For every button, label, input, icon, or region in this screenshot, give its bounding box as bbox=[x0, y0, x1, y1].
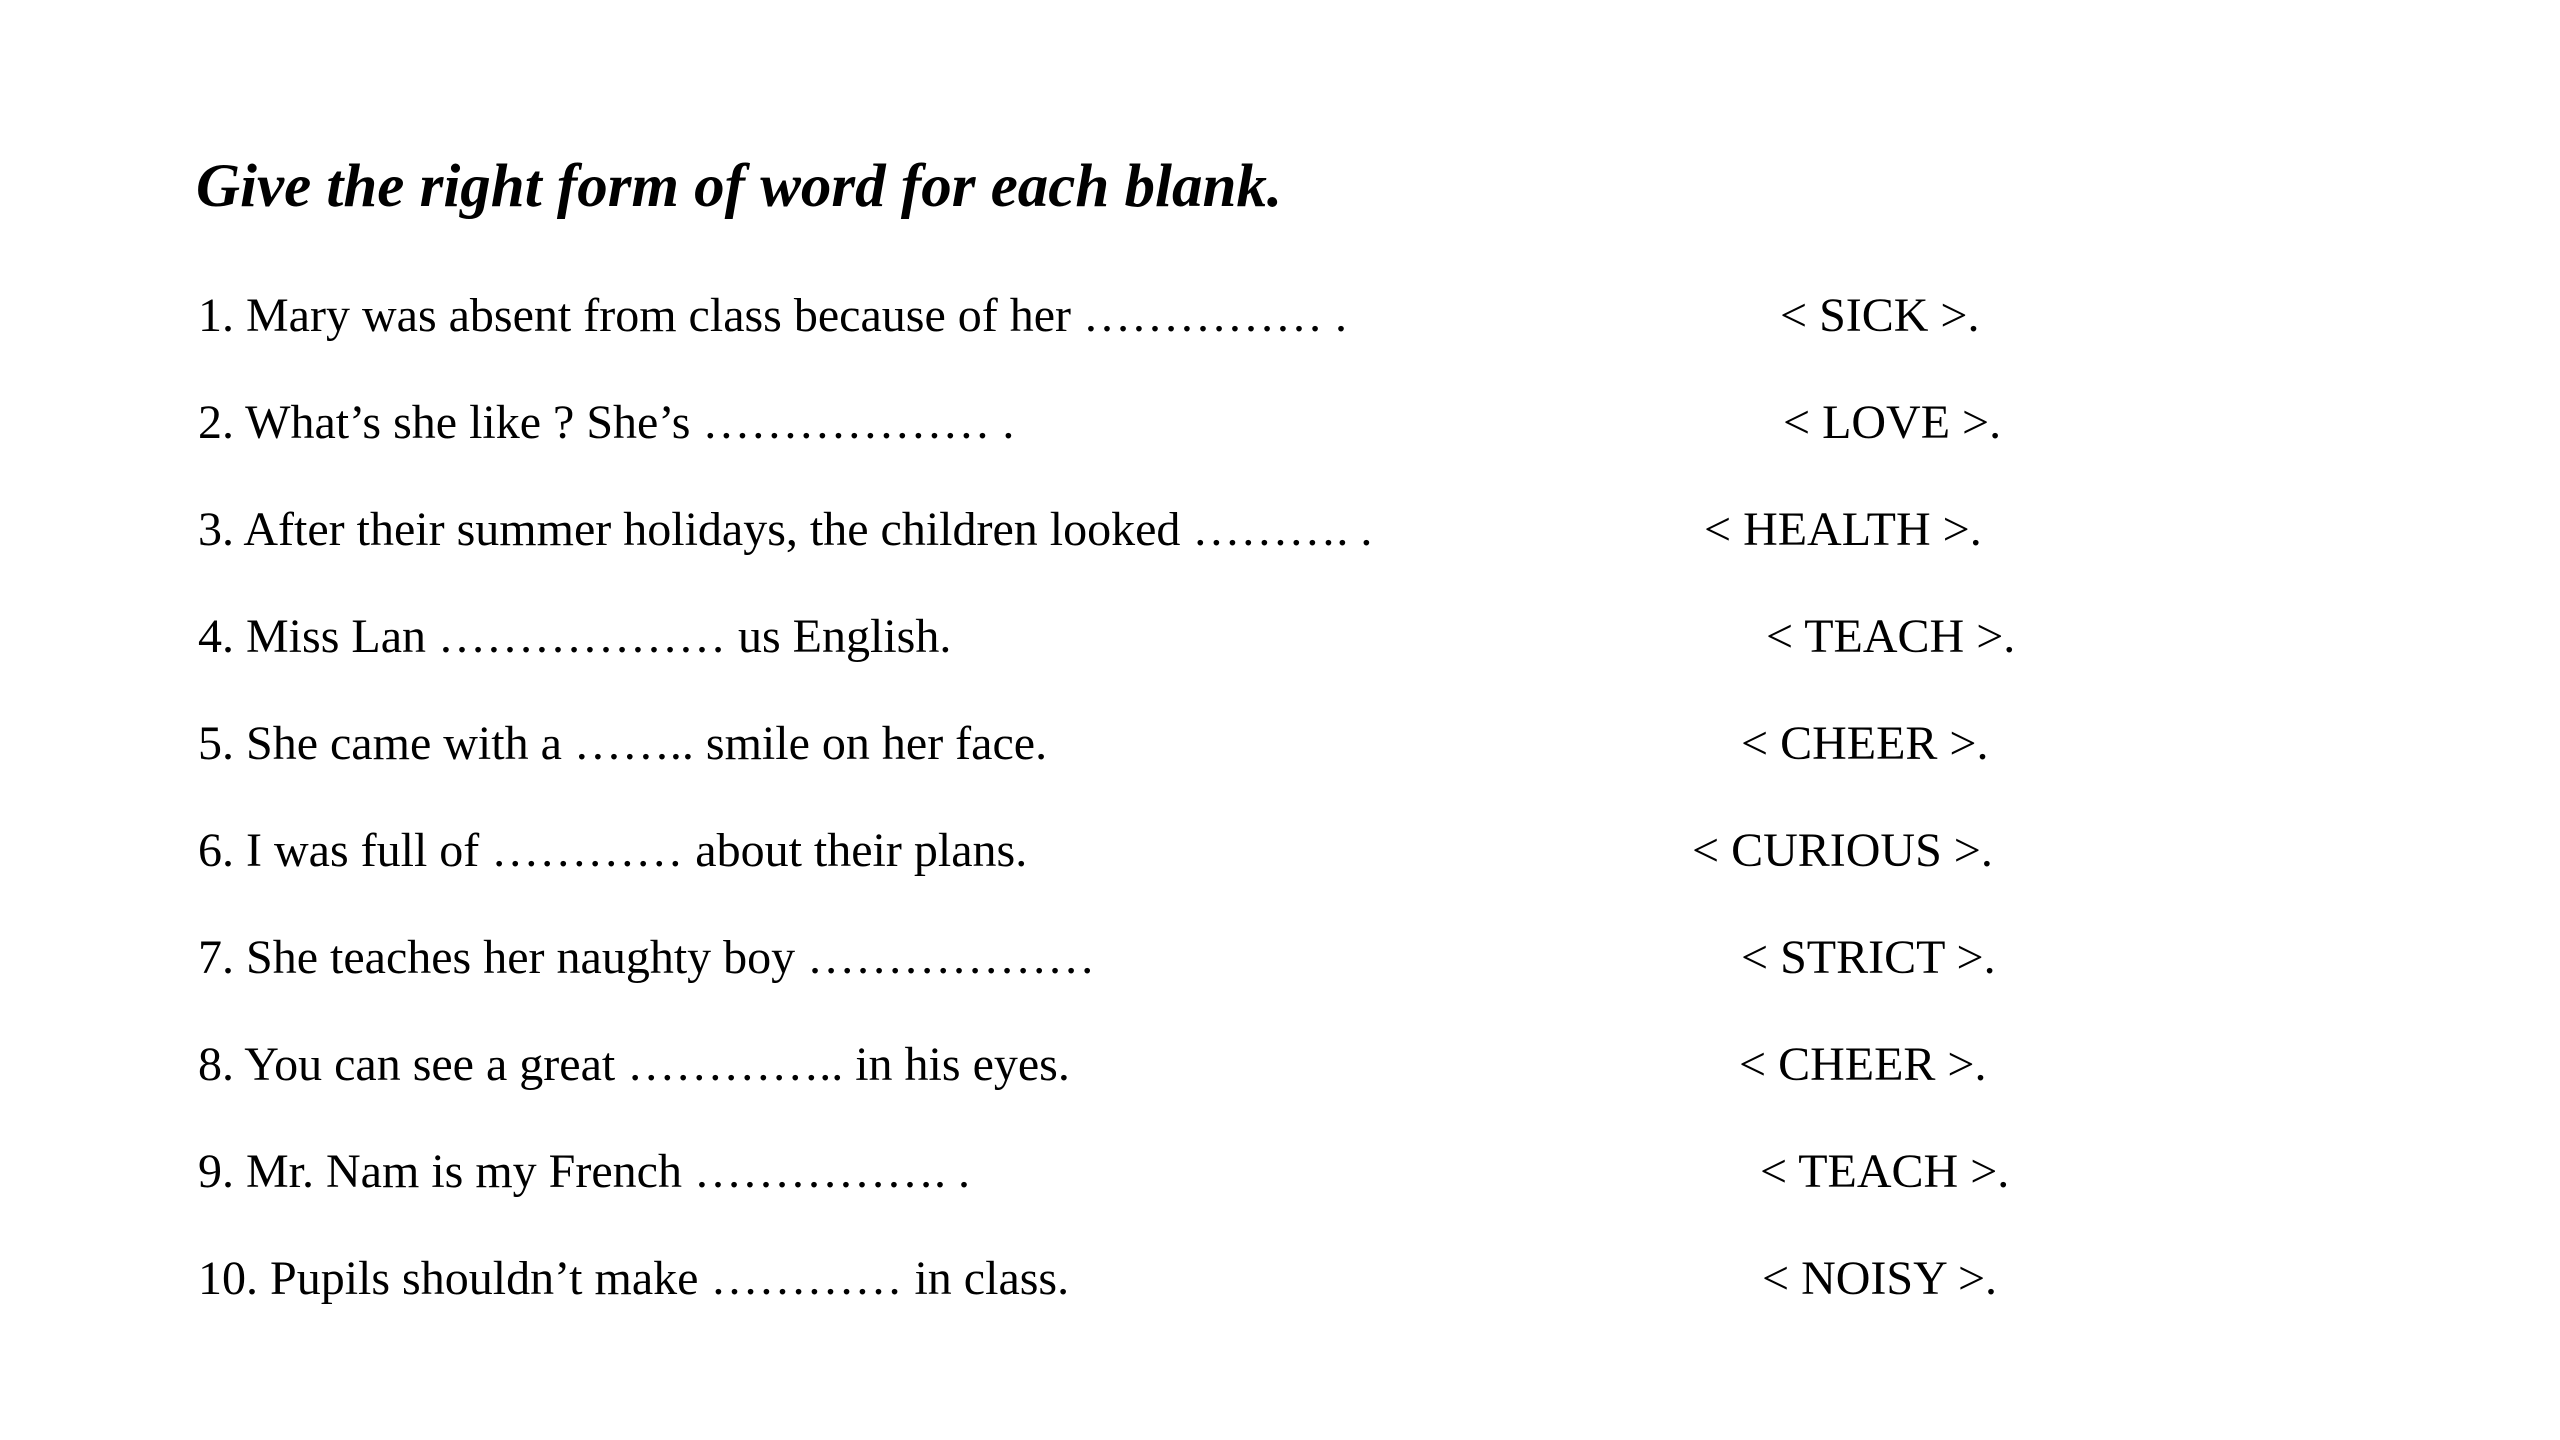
item-sentence: 7. She teaches her naughty boy ……………… bbox=[198, 931, 1096, 984]
item-sentence: 6. I was full of ………… about their plans. bbox=[198, 824, 1028, 877]
exercise-item-8 bbox=[0, 1035, 2560, 1095]
item-word-cue: < TEACH >. bbox=[1760, 1145, 2010, 1198]
item-sentence: 1. Mary was absent from class because of her …………… . bbox=[198, 289, 1348, 342]
exercise-item-9 bbox=[0, 1142, 2560, 1202]
exercise-item-7 bbox=[0, 928, 2560, 988]
item-sentence: 10. Pupils shouldn’t make ………… in class. bbox=[198, 1252, 1070, 1305]
item-word-cue: < NOISY >. bbox=[1762, 1252, 1998, 1305]
item-sentence: 2. What’s she like ? She’s ……………… . bbox=[198, 396, 1015, 449]
exercise-item-6 bbox=[0, 821, 2560, 881]
item-sentence: 8. You can see a great ………….. in his eyes. bbox=[198, 1038, 1070, 1091]
exercise-item-10 bbox=[0, 1249, 2560, 1309]
item-sentence: 9. Mr. Nam is my French ……………. . bbox=[198, 1145, 970, 1198]
item-word-cue: < HEALTH >. bbox=[1704, 503, 1982, 556]
item-word-cue: < CURIOUS >. bbox=[1692, 824, 1993, 877]
item-word-cue: < CHEER >. bbox=[1739, 1038, 1987, 1091]
exercise-item-2 bbox=[0, 393, 2560, 453]
item-sentence: 4. Miss Lan ……………… us English. bbox=[198, 610, 952, 663]
item-word-cue: < SICK >. bbox=[1780, 289, 1980, 342]
exercise-item-1 bbox=[0, 286, 2560, 346]
exercise-item-5 bbox=[0, 714, 2560, 774]
exercise-item-4 bbox=[0, 607, 2560, 667]
exercise-title: Give the right form of word for each blank. bbox=[196, 153, 1283, 220]
item-sentence: 3. After their summer holidays, the children looked ………. . bbox=[198, 503, 1373, 556]
item-word-cue: < CHEER >. bbox=[1741, 717, 1989, 770]
item-sentence: 5. She came with a …….. smile on her face. bbox=[198, 717, 1048, 770]
item-word-cue: < STRICT >. bbox=[1741, 931, 1996, 984]
item-word-cue: < TEACH >. bbox=[1766, 610, 2016, 663]
item-word-cue: < LOVE >. bbox=[1783, 396, 2002, 449]
exercise-item-3 bbox=[0, 500, 2560, 560]
